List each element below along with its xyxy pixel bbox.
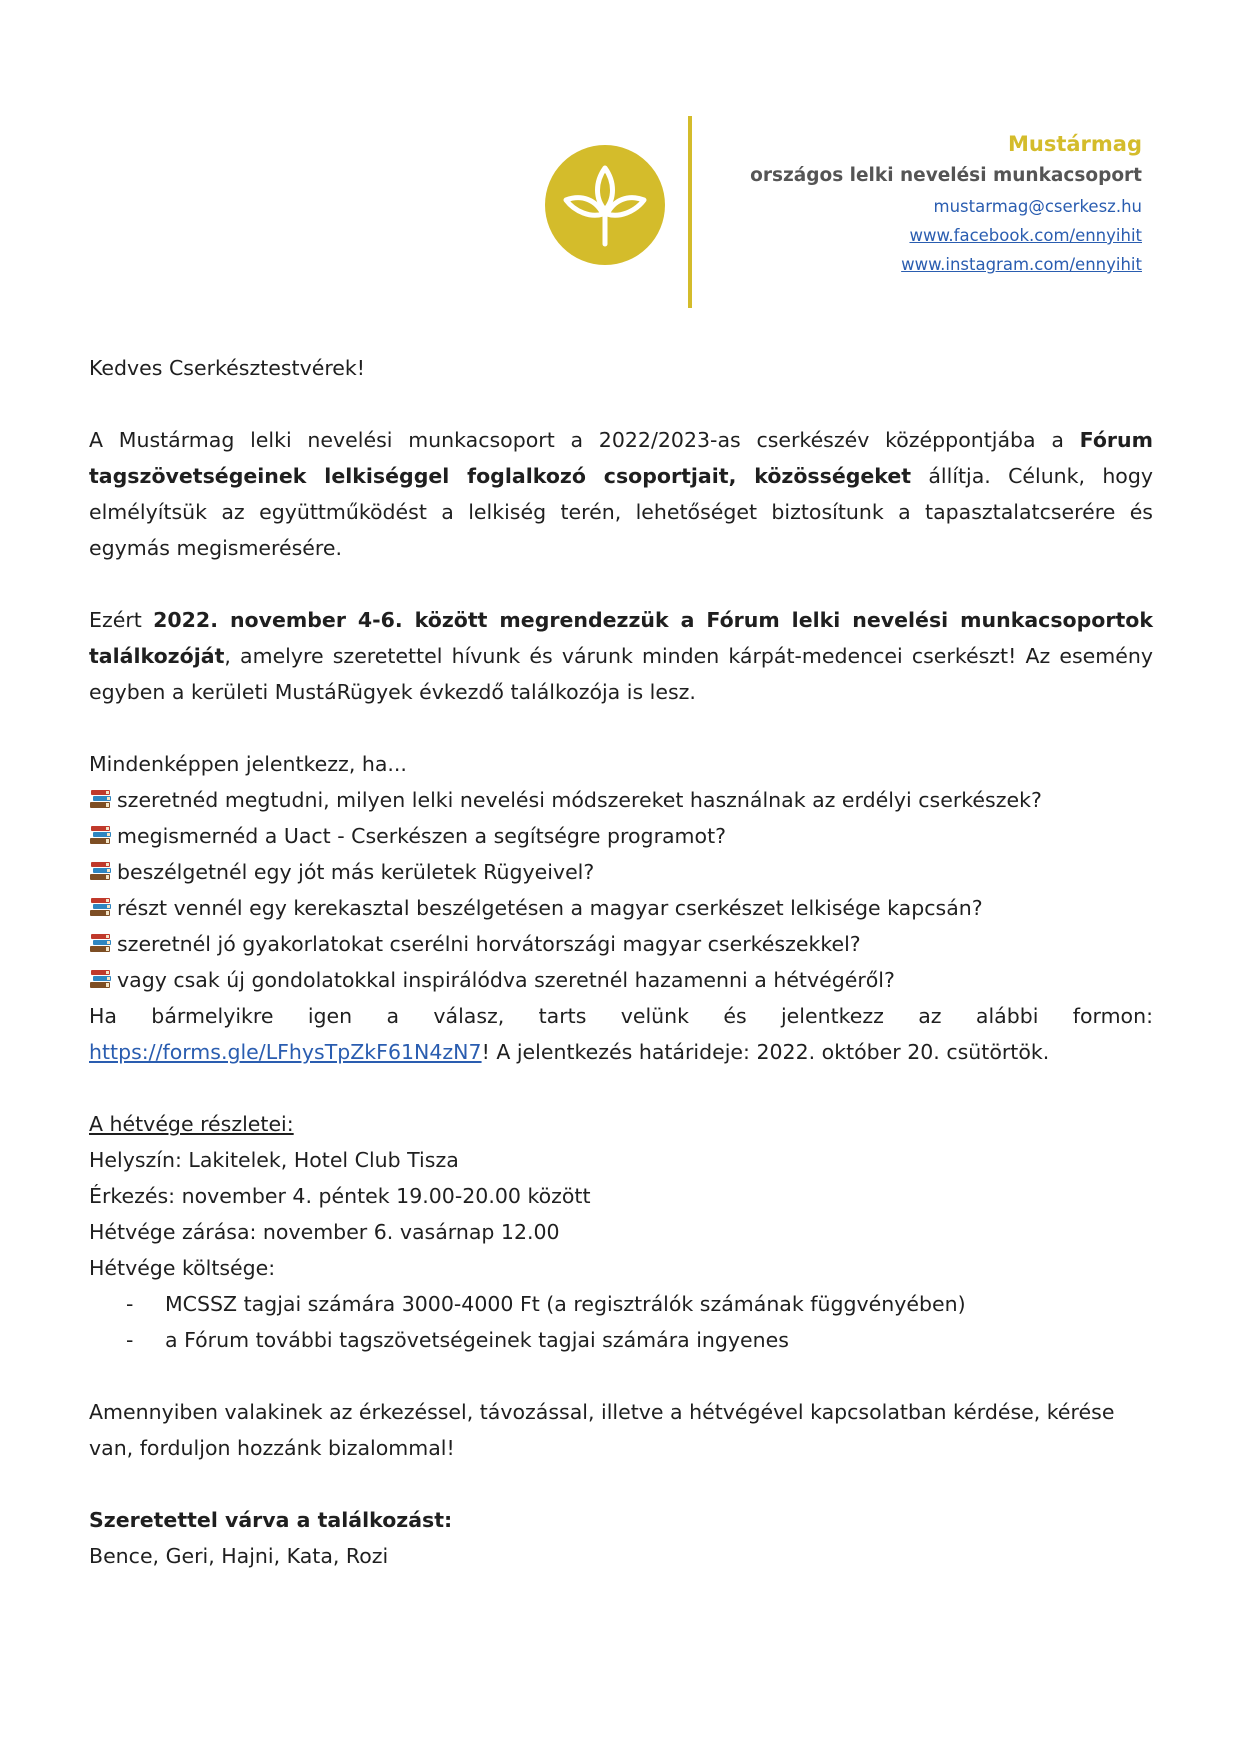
reason-text: megismernéd a Uact - Cserkészen a segítségre programot? — [117, 824, 726, 848]
text-run: Ha bármelyikre igen a válasz, tarts velünk és jelentkezz az alábbi formon: — [89, 1004, 1153, 1028]
list-intro: Mindenképpen jelentkezz, ha... — [89, 752, 407, 776]
cost-item: - MCSSZ tagjai számára 3000-4000 Ft (a regisztrálók számának függvényében) — [126, 1286, 1153, 1322]
details-title: A hétvége részletei: — [89, 1112, 294, 1136]
reason-item — [89, 818, 1153, 854]
email-link[interactable]: mustarmag@cserkesz.hu — [933, 197, 1142, 216]
reason-item — [89, 926, 1153, 962]
text-run: , amelyre szeretettel hívunk és várunk minden kárpát-medencei cserkészt! Az esemény egyben a kerületi MustáRügyek évkezdő találkozója is lesz. — [89, 644, 1153, 704]
books-emoji-icon — [89, 788, 113, 810]
books-emoji-icon — [89, 860, 113, 882]
reason-text: szeretnéd megtudni, milyen lelki nevelési módszereket használnak az erdélyi cserkészek? — [117, 788, 1042, 812]
signup-form-link[interactable]: https://forms.gle/LFhysTpZkF61N4zN7 — [89, 1040, 482, 1064]
bold-text: 2022. november 4-6. között megrendezzük a Fórum lelki nevelési munkacsoportok találkozóját — [89, 608, 1153, 668]
org-subtitle: országos lelki nevelési munkacsoport — [750, 165, 1142, 186]
text-run: ! A jelentkezés határideje: 2022. október 20. csütörtök. — [481, 1040, 1050, 1064]
questions-paragraph: Amennyiben valakinek az érkezéssel, távozással, illetve a hétvégével kapcsolatban kérdése, kérése van, forduljon hozzánk bizalommal! — [89, 1400, 1115, 1460]
signup-paragraph — [89, 998, 1153, 1070]
books-emoji-icon — [89, 968, 113, 990]
text-run: A Mustármag lelki nevelési munkacsoport a 2022/2023-as cserkészév középpontjába a — [89, 428, 1080, 452]
facebook-link[interactable]: www.facebook.com/ennyihit — [909, 226, 1142, 245]
signatures: Bence, Geri, Hajni, Kata, Rozi — [89, 1544, 389, 1568]
instagram-link[interactable]: www.instagram.com/ennyihit — [901, 255, 1142, 274]
books-emoji-icon — [89, 896, 113, 918]
reason-item — [89, 890, 1153, 926]
reason-text: beszélgetnél egy jót más kerületek Rügyeivel? — [117, 860, 595, 884]
reason-item — [89, 782, 1153, 818]
cost-item: - a Fórum további tagszövetségeinek tagjai számára ingyenes — [126, 1322, 1153, 1358]
bold-text: Fórum tagszövetségeinek lelkiséggel foglalkozó csoportjait, közösségeket — [89, 428, 1153, 488]
greeting: Kedves Cserkésztestvérek! — [89, 356, 366, 380]
letter-body — [89, 350, 1153, 1574]
signoff — [89, 1502, 1153, 1538]
text-run: állítja. Célunk, hogy elmélyítsük az együttműködést a lelkiség terén, lehetőséget biztosítunk a tapasztalatcserére és egymás megismerésére. — [89, 464, 1153, 560]
reason-text: részt vennél egy kerekasztal beszélgetésen a magyar cserkészet lelkisége kapcsán? — [117, 896, 983, 920]
signoff-text: Szeretettel várva a találkozást: — [89, 1508, 453, 1532]
header-divider — [688, 116, 692, 308]
paragraph-intro — [89, 422, 1153, 566]
org-name: Mustármag — [1008, 132, 1142, 156]
reasons-list — [89, 782, 1153, 998]
reason-text: vagy csak új gondolatokkal inspirálódva szeretnél hazamenni a hétvégéről? — [117, 968, 895, 992]
location: Helyszín: Lakitelek, Hotel Club Tisza — [89, 1148, 459, 1172]
arrival: Érkezés: november 4. péntek 19.00-20.00 között — [89, 1184, 591, 1208]
reason-item — [89, 962, 1153, 998]
books-emoji-icon — [89, 824, 113, 846]
cost-label: Hétvége költsége: — [89, 1256, 276, 1280]
mustarmag-logo — [544, 144, 666, 266]
letterhead — [722, 128, 1142, 279]
reason-item — [89, 854, 1153, 890]
books-emoji-icon — [89, 932, 113, 954]
paragraph-event — [89, 602, 1153, 710]
closing-time: Hétvége zárása: november 6. vasárnap 12.00 — [89, 1220, 560, 1244]
text-run: Ezért — [89, 608, 154, 632]
reason-text: szeretnél jó gyakorlatokat cserélni horvátországi magyar cserkészekkel? — [117, 932, 861, 956]
cost-list — [89, 1286, 1153, 1358]
